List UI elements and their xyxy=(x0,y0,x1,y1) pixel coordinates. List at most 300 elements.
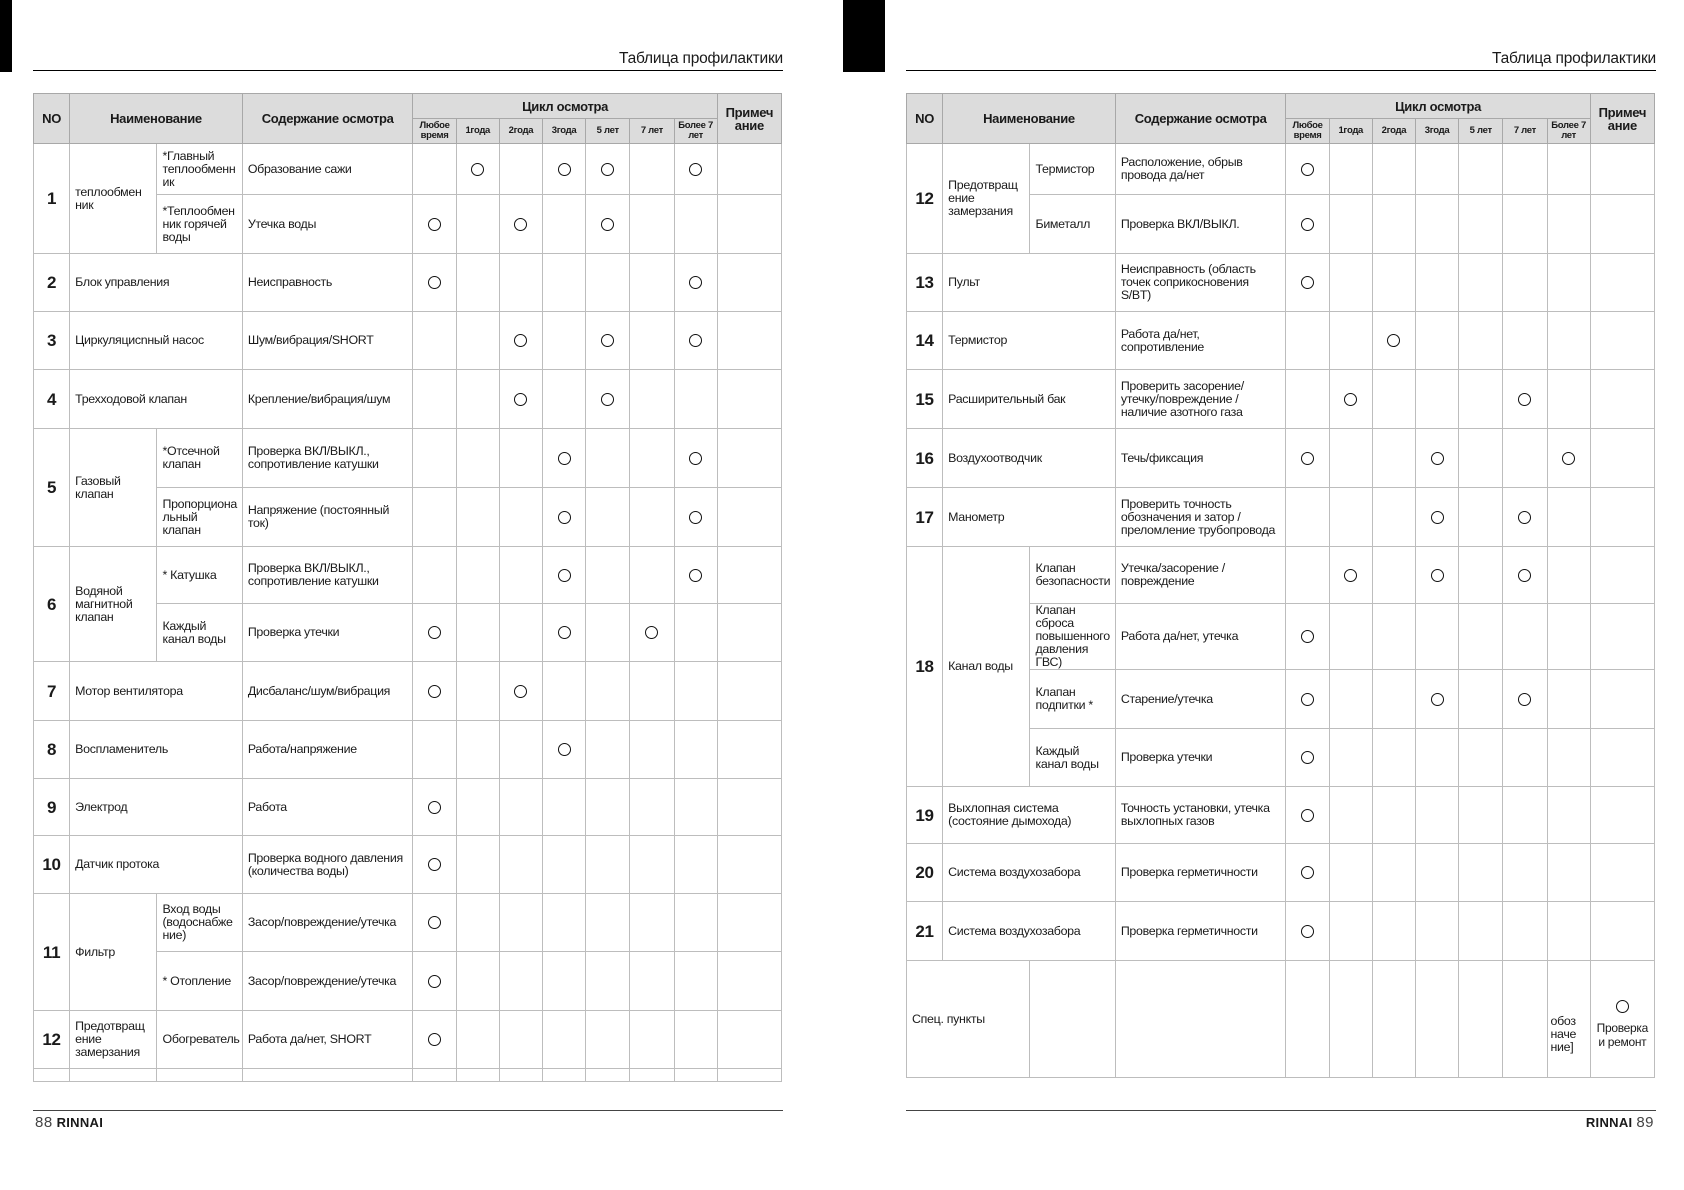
cycle-cell xyxy=(674,254,717,312)
cycle-cell xyxy=(674,144,717,195)
item-name: Трехходовой клапан xyxy=(70,370,243,429)
inspection-content: Работа да/нет, сопротивление xyxy=(1115,312,1286,370)
circle-mark-icon xyxy=(1518,693,1531,706)
row-number: 20 xyxy=(907,844,943,902)
cycle-cell xyxy=(1547,729,1590,787)
cycle-cell xyxy=(456,195,499,254)
item-name: Блок управления xyxy=(70,254,243,312)
cycle-cell xyxy=(1372,547,1415,604)
header-period: 1года xyxy=(456,119,499,144)
item-name: Газовый клапан xyxy=(70,429,157,547)
inspection-content: Напряжение (постоянный ток) xyxy=(242,488,413,547)
circle-mark-icon xyxy=(1301,809,1314,822)
cycle-cell xyxy=(1459,429,1503,488)
legend-cell xyxy=(1590,961,1654,1078)
cycle-cell xyxy=(1547,488,1590,547)
header-period: 2года xyxy=(499,119,542,144)
cycle-cell xyxy=(456,488,499,547)
brand-name: RINNAI xyxy=(56,1115,104,1130)
circle-mark-icon xyxy=(471,163,484,176)
cycle-cell xyxy=(586,195,630,254)
item-name: Система воздухозабора xyxy=(943,844,1116,902)
cycle-cell xyxy=(413,894,456,952)
table-row xyxy=(34,836,782,894)
cycle-cell xyxy=(630,1011,674,1069)
inspection-content: Течь/фиксация xyxy=(1115,429,1286,488)
item-name: Выхлопная система (состояние дымохода) xyxy=(943,787,1116,844)
cycle-cell xyxy=(674,779,717,836)
inspection-content: Засор/повреждение/утечка xyxy=(242,952,413,1011)
cycle-cell xyxy=(1416,254,1459,312)
cycle-cell xyxy=(586,721,630,779)
circle-mark-icon xyxy=(1301,163,1314,176)
cycle-cell xyxy=(1329,729,1372,787)
cycle-cell xyxy=(1372,370,1415,429)
cycle-cell xyxy=(1547,312,1590,370)
cycle-cell xyxy=(586,547,630,604)
cycle-cell xyxy=(1416,729,1459,787)
circle-mark-icon xyxy=(1301,693,1314,706)
cycle-cell xyxy=(1372,429,1415,488)
header-period: Любое время xyxy=(413,119,456,144)
cycle-cell xyxy=(1459,670,1503,729)
cycle-cell xyxy=(543,547,586,604)
cycle-cell xyxy=(630,488,674,547)
footer-rule xyxy=(906,1110,1656,1111)
cycle-cell xyxy=(674,1011,717,1069)
cycle-cell xyxy=(1329,312,1372,370)
cycle-cell xyxy=(1459,547,1503,604)
cycle-cell xyxy=(1459,144,1503,195)
inspection-content: Дисбаланс/шум/вибрация xyxy=(242,662,413,721)
row-number: 16 xyxy=(907,429,943,488)
cycle-cell xyxy=(1372,488,1415,547)
header-content: Содержание осмотра xyxy=(242,94,413,144)
cycle-cell xyxy=(543,952,586,1011)
sub-item: *Главный теплообменн ик xyxy=(157,144,242,195)
cycle-cell xyxy=(499,254,542,312)
cycle-cell xyxy=(543,195,586,254)
cycle-cell xyxy=(1459,729,1503,787)
cycle-cell xyxy=(1286,370,1329,429)
circle-mark-icon xyxy=(428,685,441,698)
cycle-cell xyxy=(586,1011,630,1069)
table-row xyxy=(34,429,782,488)
circle-mark-icon xyxy=(601,393,614,406)
cycle-cell xyxy=(456,429,499,488)
row-number: 19 xyxy=(907,787,943,844)
inspection-content: Засор/повреждение/утечка xyxy=(242,894,413,952)
cycle-cell xyxy=(630,721,674,779)
cycle-cell xyxy=(499,312,542,370)
cycle-cell xyxy=(1547,902,1590,961)
item-name: Воспламенитель xyxy=(70,721,243,779)
cycle-cell xyxy=(674,952,717,1011)
cycle-cell xyxy=(413,779,456,836)
cycle-cell xyxy=(586,952,630,1011)
maintenance-table xyxy=(33,93,782,1082)
cycle-cell xyxy=(456,144,499,195)
page-footer xyxy=(1586,1114,1654,1131)
cycle-cell xyxy=(1286,670,1329,729)
circle-mark-icon xyxy=(558,569,571,582)
cycle-cell xyxy=(1416,604,1459,670)
sub-item: Термистор xyxy=(1030,144,1115,195)
inspection-content: Неисправность xyxy=(242,254,413,312)
cycle-cell xyxy=(1286,429,1329,488)
inspection-content: Проверка ВКЛ/ВЫКЛ., сопротивление катушки xyxy=(242,547,413,604)
cycle-cell xyxy=(1503,312,1547,370)
cycle-cell xyxy=(499,429,542,488)
cycle-cell xyxy=(1372,729,1415,787)
item-name: Предотвращ ение замерзания xyxy=(70,1011,157,1069)
cycle-cell xyxy=(586,312,630,370)
cycle-cell xyxy=(499,488,542,547)
cycle-cell xyxy=(1547,195,1590,254)
cycle-cell xyxy=(1329,787,1372,844)
cycle-cell xyxy=(413,254,456,312)
header-period: Более 7 лет xyxy=(1547,119,1590,144)
cycle-cell xyxy=(586,429,630,488)
header-period: 1года xyxy=(1329,119,1372,144)
cycle-cell xyxy=(630,894,674,952)
header-remark: Примеч ание xyxy=(717,94,781,144)
row-number: 17 xyxy=(907,488,943,547)
table-row xyxy=(34,547,782,604)
row-number: 6 xyxy=(34,547,70,662)
circle-mark-icon xyxy=(558,163,571,176)
table-row xyxy=(907,547,1655,604)
page-header-title: Таблица профилактики xyxy=(619,50,783,67)
header-period: 7 лет xyxy=(1503,119,1547,144)
cycle-cell xyxy=(1416,787,1459,844)
circle-mark-icon xyxy=(428,626,441,639)
circle-mark-icon xyxy=(1431,452,1444,465)
cycle-cell xyxy=(499,195,542,254)
cycle-cell xyxy=(674,547,717,604)
sub-item: *Теплообмен ник горячей воды xyxy=(157,195,242,254)
sub-item: * Отопление xyxy=(157,952,242,1011)
table-row xyxy=(34,721,782,779)
sub-item: *Отсечной клапан xyxy=(157,429,242,488)
cycle-cell xyxy=(630,312,674,370)
cycle-cell xyxy=(1286,195,1329,254)
circle-mark-icon xyxy=(558,511,571,524)
cycle-cell xyxy=(413,312,456,370)
cycle-cell xyxy=(630,779,674,836)
circle-mark-icon xyxy=(1387,334,1400,347)
cycle-cell xyxy=(456,894,499,952)
cycle-cell xyxy=(543,779,586,836)
cycle-cell xyxy=(1547,670,1590,729)
circle-mark-icon xyxy=(1301,452,1314,465)
header-remark: Примеч ание xyxy=(1590,94,1654,144)
circle-mark-icon xyxy=(1518,569,1531,582)
cycle-cell xyxy=(674,662,717,721)
circle-mark-icon xyxy=(558,452,571,465)
cycle-cell xyxy=(1503,902,1547,961)
cycle-cell xyxy=(1329,144,1372,195)
brand-name: RINNAI xyxy=(1585,1115,1633,1130)
item-name: Водяной магнитной клапан xyxy=(70,547,157,662)
cycle-cell xyxy=(630,662,674,721)
row-number: 2 xyxy=(34,254,70,312)
cycle-cell xyxy=(413,429,456,488)
cycle-cell xyxy=(630,254,674,312)
header-period: 7 лет xyxy=(630,119,674,144)
cycle-cell xyxy=(1547,144,1590,195)
cycle-cell xyxy=(1503,670,1547,729)
cycle-cell xyxy=(456,952,499,1011)
cycle-cell xyxy=(499,1011,542,1069)
circle-mark-icon xyxy=(514,218,527,231)
table-row-blank xyxy=(34,1069,782,1082)
cycle-cell xyxy=(1416,902,1459,961)
cycle-cell xyxy=(674,894,717,952)
cycle-cell xyxy=(674,721,717,779)
inspection-content: Работа xyxy=(242,779,413,836)
cycle-cell xyxy=(586,488,630,547)
inspection-content: Крепление/вибрация/шум xyxy=(242,370,413,429)
cycle-cell xyxy=(1459,254,1503,312)
table-row xyxy=(907,787,1655,844)
row-number: 18 xyxy=(907,547,943,787)
cycle-cell xyxy=(674,195,717,254)
cycle-cell xyxy=(1503,844,1547,902)
item-name: Канал воды xyxy=(943,547,1030,787)
cycle-cell xyxy=(543,429,586,488)
table-row xyxy=(907,312,1655,370)
circle-mark-icon xyxy=(1301,751,1314,764)
cycle-cell xyxy=(1329,254,1372,312)
cycle-cell xyxy=(499,370,542,429)
cycle-cell xyxy=(1459,312,1503,370)
cycle-cell xyxy=(456,662,499,721)
legend-remark: Проверка и ремонт xyxy=(1596,1020,1649,1049)
cycle-cell xyxy=(1329,604,1372,670)
cycle-cell xyxy=(1286,787,1329,844)
circle-mark-icon xyxy=(1431,569,1444,582)
cycle-cell xyxy=(413,662,456,721)
cycle-cell xyxy=(456,370,499,429)
row-number: 15 xyxy=(907,370,943,429)
sub-item: Каждый канал воды xyxy=(1030,729,1115,787)
circle-mark-icon xyxy=(1301,925,1314,938)
sub-item: Клапан безопасности xyxy=(1030,547,1115,604)
cycle-cell xyxy=(1329,370,1372,429)
cycle-cell xyxy=(586,144,630,195)
cycle-cell xyxy=(674,836,717,894)
cycle-cell xyxy=(413,547,456,604)
cycle-cell xyxy=(543,144,586,195)
cycle-cell xyxy=(1372,902,1415,961)
sub-item: Пропорциона льный клапан xyxy=(157,488,242,547)
cycle-cell xyxy=(456,254,499,312)
cycle-cell xyxy=(674,370,717,429)
cycle-cell xyxy=(674,429,717,488)
cycle-cell xyxy=(1372,670,1415,729)
cycle-cell xyxy=(586,836,630,894)
circle-mark-icon xyxy=(689,163,702,176)
item-name: Фильтр xyxy=(70,894,157,1011)
special-items-label: Спец. пункты xyxy=(907,961,1030,1078)
cycle-cell xyxy=(1329,902,1372,961)
cycle-cell xyxy=(1503,195,1547,254)
inspection-content: Старение/утечка xyxy=(1115,670,1286,729)
header-name: Наименование xyxy=(943,94,1116,144)
item-name: Предотвращ ение замерзания xyxy=(943,144,1030,254)
circle-mark-icon xyxy=(514,685,527,698)
cycle-cell xyxy=(630,604,674,662)
cycle-cell xyxy=(586,604,630,662)
cycle-cell xyxy=(1286,604,1329,670)
cycle-cell xyxy=(1416,144,1459,195)
header-content: Содержание осмотра xyxy=(1115,94,1286,144)
circle-mark-icon xyxy=(428,858,441,871)
cycle-cell xyxy=(456,1011,499,1069)
cycle-cell xyxy=(1503,729,1547,787)
inspection-content: Проверка ВКЛ/ВЫКЛ. xyxy=(1115,195,1286,254)
circle-mark-icon xyxy=(645,626,658,639)
page-number: 89 xyxy=(1636,1114,1654,1131)
cycle-cell xyxy=(499,779,542,836)
cycle-cell xyxy=(1286,547,1329,604)
circle-mark-icon xyxy=(1301,218,1314,231)
cycle-cell xyxy=(543,254,586,312)
table-row xyxy=(34,312,782,370)
item-name: Термистор xyxy=(943,312,1116,370)
cycle-cell xyxy=(543,721,586,779)
row-number: 1 xyxy=(34,144,70,254)
item-name: Электрод xyxy=(70,779,243,836)
cycle-cell xyxy=(1503,787,1547,844)
table-row xyxy=(34,370,782,429)
cycle-cell xyxy=(674,312,717,370)
row-number: 13 xyxy=(907,254,943,312)
cycle-cell xyxy=(674,488,717,547)
cycle-cell xyxy=(1329,547,1372,604)
cycle-cell xyxy=(543,1011,586,1069)
inspection-content: Работа/напряжение xyxy=(242,721,413,779)
inspection-content: Работа да/нет, утечка xyxy=(1115,604,1286,670)
cycle-cell xyxy=(543,894,586,952)
cycle-cell xyxy=(413,144,456,195)
cycle-cell xyxy=(1372,312,1415,370)
cycle-cell xyxy=(586,662,630,721)
header-cycle: Цикл осмотра xyxy=(413,94,717,119)
cycle-cell xyxy=(499,894,542,952)
cycle-cell xyxy=(1547,844,1590,902)
cycle-cell xyxy=(1503,547,1547,604)
row-number: 12 xyxy=(907,144,943,254)
header-no: NO xyxy=(907,94,943,144)
legend-note: обоз наче ние] xyxy=(1547,961,1590,1078)
cycle-cell xyxy=(413,952,456,1011)
item-name: Циркуляцисnный насос xyxy=(70,312,243,370)
cycle-cell xyxy=(1286,144,1329,195)
cycle-cell xyxy=(1329,429,1372,488)
cycle-cell xyxy=(630,836,674,894)
circle-mark-icon xyxy=(1344,393,1357,406)
item-name: Датчик протока xyxy=(70,836,243,894)
sub-item: Каждый канал воды xyxy=(157,604,242,662)
circle-mark-icon xyxy=(1431,693,1444,706)
sub-item: Клапан подпитки * xyxy=(1030,670,1115,729)
footer-rule xyxy=(33,1110,783,1111)
page-edge-marker-right xyxy=(843,0,885,72)
page-header-title: Таблица профилактики xyxy=(1492,50,1656,67)
cycle-cell xyxy=(1459,488,1503,547)
cycle-cell xyxy=(1459,370,1503,429)
cycle-cell xyxy=(456,836,499,894)
row-number: 11 xyxy=(34,894,70,1011)
cycle-cell xyxy=(1503,370,1547,429)
table-row xyxy=(907,370,1655,429)
sub-item: Обогреватель xyxy=(157,1011,242,1069)
cycle-cell xyxy=(630,370,674,429)
item-name: Мотор вентилятора xyxy=(70,662,243,721)
cycle-cell xyxy=(630,429,674,488)
circle-mark-icon xyxy=(689,276,702,289)
inspection-content: Работа да/нет, SHORT xyxy=(242,1011,413,1069)
inspection-content: Проверка герметичности xyxy=(1115,844,1286,902)
inspection-content: Неисправность (область точек соприкосновения S/BT) xyxy=(1115,254,1286,312)
header-period: 3года xyxy=(543,119,586,144)
header-no: NO xyxy=(34,94,70,144)
cycle-cell xyxy=(1329,844,1372,902)
inspection-content: Проверка водного давления (количества воды) xyxy=(242,836,413,894)
cycle-cell xyxy=(1286,902,1329,961)
inspection-content: Расположение, обрыв провода да/нет xyxy=(1115,144,1286,195)
circle-mark-icon xyxy=(514,334,527,347)
cycle-cell xyxy=(1372,254,1415,312)
cycle-cell xyxy=(1459,604,1503,670)
cycle-cell xyxy=(543,836,586,894)
table-row xyxy=(907,488,1655,547)
circle-mark-icon xyxy=(1431,511,1444,524)
circle-mark-icon xyxy=(428,801,441,814)
inspection-content: Проверить засорение/утечку/повреждение /наличие азотного газа xyxy=(1115,370,1286,429)
cycle-cell xyxy=(1459,902,1503,961)
item-name: Расширительный бак xyxy=(943,370,1116,429)
circle-mark-icon xyxy=(428,276,441,289)
inspection-content: Проверка утечки xyxy=(242,604,413,662)
table-row xyxy=(34,894,782,952)
item-name: Система воздухозабора xyxy=(943,902,1116,961)
circle-mark-icon xyxy=(428,975,441,988)
cycle-cell xyxy=(1286,488,1329,547)
cycle-cell xyxy=(543,370,586,429)
cycle-cell xyxy=(1416,312,1459,370)
circle-mark-icon xyxy=(1616,1000,1629,1013)
header-period: 5 лет xyxy=(1459,119,1503,144)
cycle-cell xyxy=(456,779,499,836)
cycle-cell xyxy=(1503,254,1547,312)
cycle-cell xyxy=(1372,844,1415,902)
row-number: 5 xyxy=(34,429,70,547)
circle-mark-icon xyxy=(514,393,527,406)
cycle-cell xyxy=(499,952,542,1011)
cycle-cell xyxy=(1503,604,1547,670)
cycle-cell xyxy=(1372,144,1415,195)
right-page xyxy=(906,0,1656,1190)
item-name: теплообмен ник xyxy=(70,144,157,254)
sub-item: Вход воды (водоснабже ние) xyxy=(157,894,242,952)
row-number: 7 xyxy=(34,662,70,721)
header-rule xyxy=(906,70,1656,71)
cycle-cell xyxy=(543,488,586,547)
cycle-cell xyxy=(1503,144,1547,195)
